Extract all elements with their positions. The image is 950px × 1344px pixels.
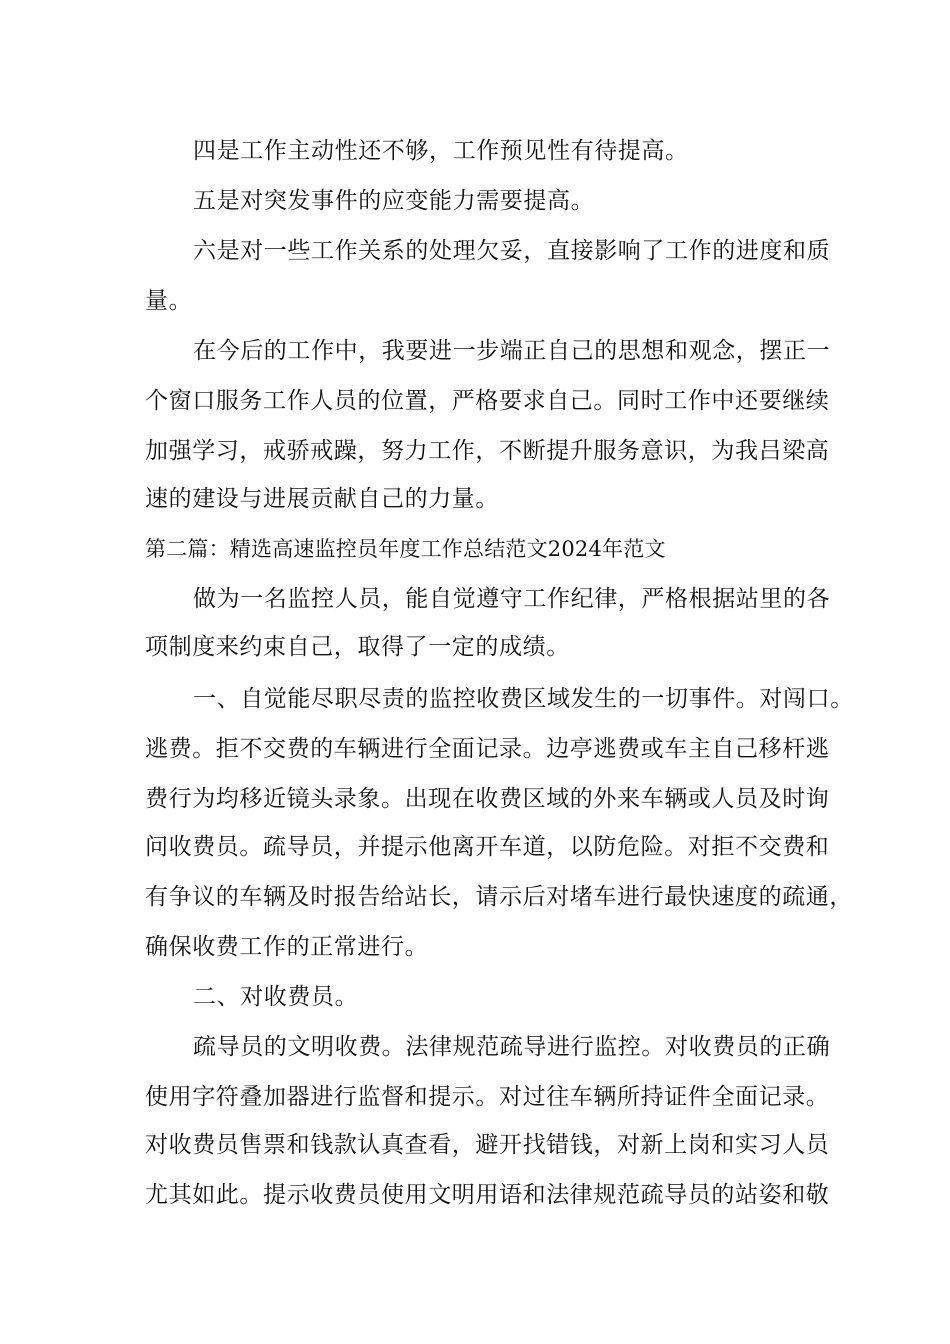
paragraph-line: 六是对一些工作关系的处理欠妥，直接影响了工作的进度和质 [193,238,831,264]
paragraph-line: 二、对收费员。 [193,984,359,1010]
section-heading: 第二篇：精选高速监控员年度工作总结范文2024年范文 [145,537,666,561]
paragraph-line: 费行为均移近镜头录象。出现在收费区域的外来车辆或人员及时询 [145,786,830,812]
paragraph-line: 项制度来约束自己，取得了一定的成绩。 [145,634,570,660]
paragraph-line: 问收费员。疏导员，并提示他离开车道，以防危险。对拒不交费和 [145,834,830,860]
paragraph-line: 有争议的车辆及时报告给站长，请示后对堵车进行最快速度的疏通， [145,884,853,910]
paragraph-line: 速的建设与进展贡献自己的力量。 [145,486,499,512]
paragraph-line: 对收费员售票和钱款认真查看，避开找错钱，对新上岗和实习人员 [145,1132,830,1158]
paragraph-line: 量。 [145,288,193,314]
paragraph-line: 使用字符叠加器进行监督和提示。对过往车辆所持证件全面记录。 [145,1084,830,1110]
paragraph-line: 在今后的工作中，我要进一步端正自己的思想和观念，摆正一 [193,338,831,364]
paragraph-line: 逃费。拒不交费的车辆进行全面记录。边亭逃费或车主自己移杆逃 [145,736,830,762]
paragraph-line: 一、自觉能尽职尽责的监控收费区域发生的一切事件。对闯口。 [193,686,854,712]
paragraph-line: 确保收费工作的正常进行。 [145,934,429,960]
paragraph-line: 个窗口服务工作人员的位置，严格要求自己。同时工作中还要继续 [145,388,830,414]
paragraph-line: 加强学习，戒骄戒躁，努力工作，不断提升服务意识，为我吕梁高 [145,438,830,464]
paragraph-line: 疏导员的文明收费。法律规范疏导进行监控。对收费员的正确 [193,1034,831,1060]
paragraph-line: 五是对突发事件的应变能力需要提高。 [193,188,595,214]
paragraph-line: 四是工作主动性还不够，工作预见性有待提高。 [193,138,689,164]
paragraph-line: 尤其如此。提示收费员使用文明用语和法律规范疏导员的站姿和敬 [145,1182,830,1208]
paragraph-line: 做为一名监控人员，能自觉遵守工作纪律，严格根据站里的各 [193,586,831,612]
